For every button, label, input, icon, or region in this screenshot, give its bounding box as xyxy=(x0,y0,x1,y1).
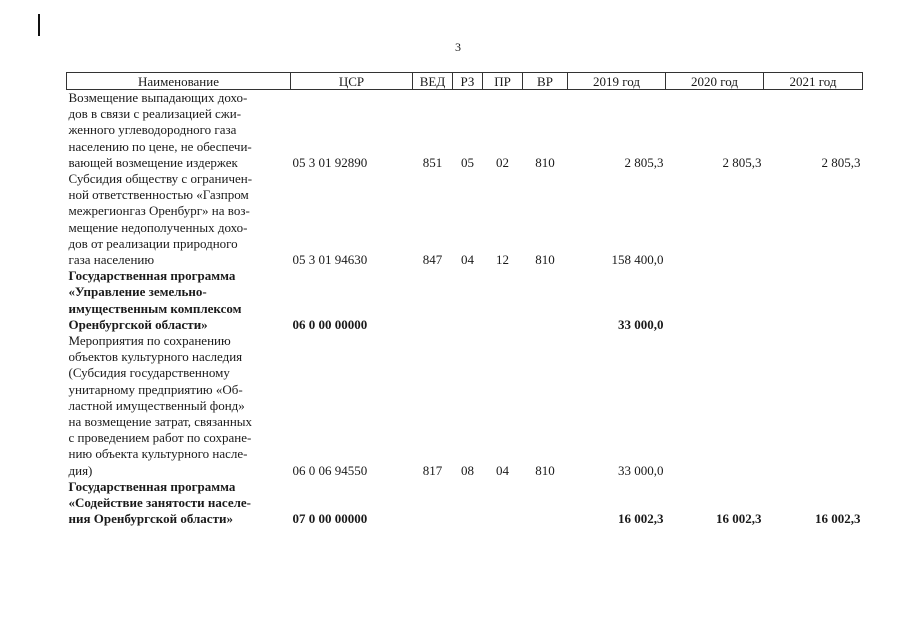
name-line: на возмещение затрат, связанных xyxy=(68,414,253,430)
name-line: дия) xyxy=(68,462,93,478)
name-line: мещение недополученных дохо- xyxy=(68,219,248,235)
name-line: имущественным комплексом xyxy=(68,300,242,316)
page-number: 3 xyxy=(455,40,461,54)
cell-csr: 05 3 01 94630 xyxy=(292,252,368,268)
cell-2021: 2 805,3 xyxy=(821,154,861,170)
cell-2019: 33 000,0 xyxy=(618,316,664,332)
cell-rz: 04 xyxy=(461,252,474,268)
cell-ved: 847 xyxy=(422,252,443,268)
header-row xyxy=(67,73,863,90)
cell-2019: 33 000,0 xyxy=(618,462,664,478)
table-row xyxy=(67,333,863,479)
cell-2020: 16 002,3 xyxy=(716,511,762,527)
name-line: вающей возмещение издержек xyxy=(68,154,238,170)
header-vr: ВР xyxy=(523,73,568,90)
name-line: (Субсидия государственному xyxy=(68,365,230,381)
cell-ved xyxy=(413,268,453,333)
cell-2020 xyxy=(666,171,764,268)
cell-ved xyxy=(413,479,453,528)
cell-name xyxy=(67,333,291,479)
name-line: Оренбургской области» xyxy=(68,316,208,332)
cell-csr: 05 3 01 92890 xyxy=(292,154,368,170)
cell-pr: 02 xyxy=(496,154,509,170)
cell-rz xyxy=(453,479,483,528)
name-line: Мероприятия по сохранению xyxy=(68,333,231,349)
cell-2021 xyxy=(764,171,863,268)
table-row xyxy=(67,479,863,528)
cell-2020: 2 805,3 xyxy=(722,154,762,170)
budget-table xyxy=(66,72,863,527)
name-line: Субсидия обществу с ограничен- xyxy=(68,171,253,187)
name-line: ния Оренбургской области» xyxy=(68,511,233,527)
cell-pr xyxy=(483,479,523,528)
name-line: населению по цене, не обеспечи- xyxy=(68,138,252,154)
name-line: ной ответственностью «Газпром xyxy=(68,187,249,203)
cell-vr xyxy=(523,479,568,528)
header-rz: РЗ xyxy=(453,73,483,90)
name-line: «Содействие занятости населе- xyxy=(68,495,251,511)
cell-csr: 07 0 00 00000 xyxy=(292,511,368,527)
name-line: объектов культурного наследия xyxy=(68,349,243,365)
table-body xyxy=(67,90,863,528)
name-line: унитарному предприятию «Об- xyxy=(68,381,243,397)
header-pr: ПР xyxy=(483,73,523,90)
table-row xyxy=(67,171,863,268)
cell-vr: 810 xyxy=(535,462,555,478)
cell-ved: 817 xyxy=(422,462,443,478)
table-row xyxy=(67,90,863,172)
header-ved: ВЕД xyxy=(413,73,453,90)
name-line: газа населению xyxy=(68,252,155,268)
header-2020: 2020 год xyxy=(666,73,764,90)
cell-ved: 851 xyxy=(422,154,443,170)
cell-csr: 06 0 00 00000 xyxy=(292,316,368,332)
edge-mark xyxy=(38,14,40,36)
cell-vr: 810 xyxy=(535,252,555,268)
cell-pr xyxy=(483,268,523,333)
cell-name xyxy=(67,90,291,172)
cell-pr: 12 xyxy=(496,252,509,268)
header-name: Наименование xyxy=(67,73,291,90)
cell-name xyxy=(67,479,291,528)
cell-rz: 05 xyxy=(461,154,474,170)
cell-2021 xyxy=(764,268,863,333)
cell-2021: 16 002,3 xyxy=(815,511,861,527)
cell-2020 xyxy=(666,268,764,333)
name-line: «Управление земельно- xyxy=(68,284,207,300)
name-line: дов от реализации природного xyxy=(68,235,238,251)
name-line: Государственная программа xyxy=(68,478,236,494)
name-line: Возмещение выпадающих дохо- xyxy=(68,90,248,105)
table-row xyxy=(67,268,863,333)
cell-vr xyxy=(523,268,568,333)
cell-csr: 06 0 06 94550 xyxy=(292,462,368,478)
name-line: ластной имущественный фонд» xyxy=(68,397,245,413)
cell-rz: 08 xyxy=(461,462,474,478)
header-csr: ЦСР xyxy=(291,73,413,90)
cell-name xyxy=(67,171,291,268)
cell-name xyxy=(67,268,291,333)
name-line: нию объекта культурного насле- xyxy=(68,446,248,462)
cell-vr: 810 xyxy=(535,154,555,170)
name-line: Государственная программа xyxy=(68,268,236,284)
cell-2021 xyxy=(764,333,863,479)
header-2021: 2021 год xyxy=(764,73,863,90)
name-line: межрегионгаз Оренбург» на воз- xyxy=(68,203,250,219)
cell-pr: 04 xyxy=(496,462,509,478)
name-line: женного углеводородного газа xyxy=(68,122,237,138)
cell-2019: 158 400,0 xyxy=(611,252,664,268)
cell-2020 xyxy=(666,333,764,479)
cell-2019: 16 002,3 xyxy=(618,511,664,527)
cell-2019: 2 805,3 xyxy=(624,154,664,170)
name-line: с проведением работ по сохране- xyxy=(68,430,252,446)
cell-rz xyxy=(453,268,483,333)
header-2019: 2019 год xyxy=(568,73,666,90)
name-line: дов в связи с реализацией сжи- xyxy=(68,106,242,122)
